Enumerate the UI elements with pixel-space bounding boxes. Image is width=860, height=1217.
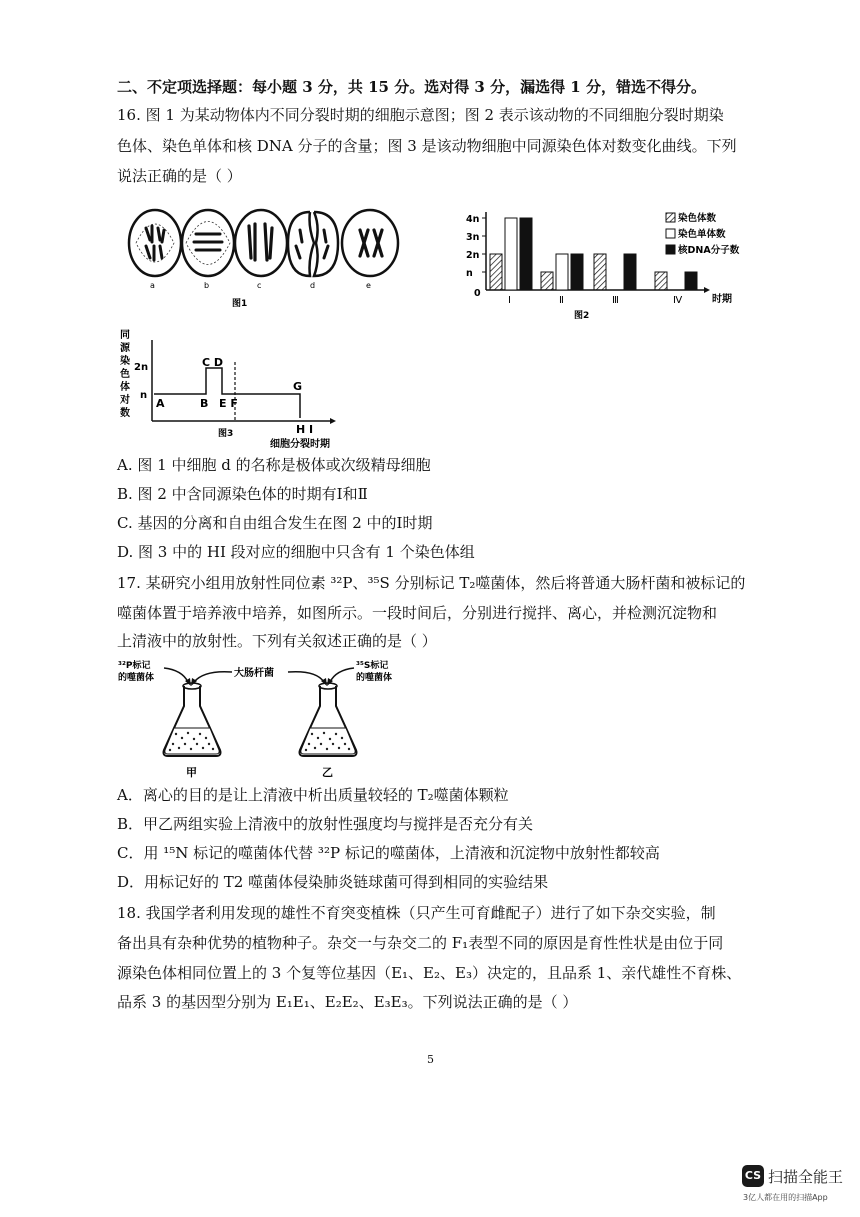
q18-stem-line1: 18. 我国学者利用发现的雄性不育突变植株（只产生可育雌配子）进行了如下杂交实验，制 (117, 904, 716, 922)
y-tick-label: 4n (466, 214, 480, 225)
point-B: B (200, 397, 209, 410)
bar-chromosome (594, 254, 606, 290)
y-tick-label: 2n (466, 250, 480, 261)
y-tick-label: n (466, 268, 473, 279)
legend-label-chromatid: 染色单体数 (678, 229, 726, 240)
bar-chromosome (541, 272, 553, 290)
q17-stem-line2: 噬菌体置于培养液中培养，如图所示。一段时间后，分别进行搅拌、离心，并检测沉淀物和 (117, 604, 718, 622)
homolog-pair-curve (154, 368, 303, 418)
legend-label-chromosome: 染色体数 (678, 213, 717, 224)
q16-stem-line2: 色体、染色单体和核 DNA 分子的含量；图 3 是该动物细胞中同源染色体对数变化曲线。下列 (117, 137, 737, 155)
point-G: G (293, 380, 303, 393)
figure-1-caption: 图1 (232, 299, 248, 309)
figure-3-x-label: 细胞分裂时期 (270, 439, 330, 450)
bar-chromatid (556, 254, 568, 290)
q18-stem-line4: 品系 3 的基因型分别为 E₁E₁、E₂E₂、E₃E₃。下列说法正确的是（ ） (117, 993, 578, 1011)
figure-2-legend (666, 212, 740, 256)
q17-stem-line1: 17. 某研究小组用放射性同位素 ³²P、³⁵S 分别标记 T₂噬菌体，然后将普通大肠杆菌和被标记的 (117, 574, 746, 592)
point-A: A (156, 397, 165, 410)
x-category-label: Ⅳ (673, 295, 683, 306)
figure-1-cells (124, 200, 414, 312)
x-category-label: Ⅲ (612, 295, 619, 306)
cell-d (288, 212, 338, 276)
cell-e (342, 210, 398, 276)
x-category-label: Ⅰ (508, 295, 511, 306)
q17-option-c: C．用 ¹⁵N 标记的噬菌体代替 ³²P 标记的噬菌体，上清液和沉淀物中放射性都较高 (117, 844, 660, 862)
y-tick-2n: 2n (134, 362, 149, 373)
cell-label-e: e (366, 281, 371, 290)
q16-option-d: D. 图 3 中的 HI 段对应的细胞中只含有 1 个染色体组 (117, 543, 475, 561)
bar-dna (685, 272, 697, 290)
y-tick-n: n (140, 390, 148, 401)
flask-yi (300, 683, 357, 756)
cell-label-b: b (204, 281, 210, 290)
bar-dna (624, 254, 636, 290)
x-category-label: Ⅱ (559, 295, 564, 306)
cell-label-a: a (150, 281, 155, 290)
figure-2-caption: 图2 (574, 311, 590, 321)
watermark-name: 扫描全能王 (768, 1168, 844, 1186)
q18-stem-line3: 源染色体相同位置上的 3 个复等位基因（E₁、E₂、E₃）决定的，且品系 1、亲代雄性不育株、 (117, 964, 742, 982)
y-label-char-6: 对 (120, 395, 130, 406)
label-32p-line1: ³²P标记 (118, 661, 151, 671)
q17-stem-line3: 上清液中的放射性。下列有关叙述正确的是（ ） (117, 632, 437, 650)
flask-jia (164, 683, 221, 756)
legend-swatch-chromosome (666, 213, 675, 222)
watermark-tagline: 3亿人都在用的扫描App (743, 1193, 828, 1202)
q16-option-c: C. 基因的分离和自由组合发生在图 2 中的Ⅰ时期 (117, 514, 433, 532)
figure-2-x-label: 时期 (712, 294, 732, 305)
y-label-char-7: 数 (120, 408, 130, 419)
point-EF: E F (219, 397, 238, 410)
q16-stem-line3: 说法正确的是（ ） (117, 167, 242, 185)
page-number: 5 (427, 1053, 434, 1066)
y-tick-label: 3n (466, 232, 480, 243)
q17-option-d: D．用标记好的 T2 噬菌体侵染肺炎链球菌可得到相同的实验结果 (117, 873, 549, 891)
flask-label-jia: 甲 (186, 766, 197, 779)
legend-label-dna: 核DNA分子数 (678, 245, 740, 256)
flask-label-yi: 乙 (322, 766, 333, 779)
y-label-char-3: 染 (120, 356, 130, 367)
label-35s-line1: ³⁵S标记 (356, 661, 389, 671)
cell-label-d: d (310, 281, 316, 290)
point-CD: C D (202, 356, 224, 369)
bar-chromosome (490, 254, 502, 290)
cell-b (182, 210, 234, 276)
y-label-char-2: 源 (120, 343, 130, 354)
q17-flask-figure (118, 656, 418, 780)
bar-chromatid (505, 218, 517, 290)
y-label-char-1: 同 (120, 330, 130, 341)
q17-option-a: A．离心的目的是让上清液中析出质量较轻的 T₂噬菌体颗粒 (117, 786, 509, 804)
q16-option-b: B. 图 2 中含同源染色体的时期有Ⅰ和Ⅱ (117, 485, 368, 503)
q17-option-b: B．甲乙两组实验上清液中的放射性强度均与搅拌是否充分有关 (117, 815, 534, 833)
bar-dna (571, 254, 583, 290)
cell-c (235, 210, 287, 276)
bar-dna (520, 218, 532, 290)
label-35s-line2: 的噬菌体 (356, 673, 393, 683)
legend-swatch-dna (666, 245, 675, 254)
point-HI: H I (296, 423, 314, 436)
figure-2-bar-chart (448, 200, 768, 324)
cell-label-c: c (257, 281, 262, 290)
x-axis-arrow (704, 287, 710, 293)
q18-stem-line2: 备出具有杂种优势的植物种子。杂交一与杂交二的 F₁表型不同的原因是育性性状是由位于同 (117, 934, 724, 952)
bar-chromosome (655, 272, 667, 290)
figure-3-caption: 图3 (218, 429, 234, 439)
q16-option-a: A. 图 1 中细胞 d 的名称是极体或次级精母细胞 (117, 456, 431, 474)
camscanner-logo-icon: CS (742, 1165, 764, 1187)
y-label-char-4: 色 (120, 369, 130, 380)
figure-3-curve (118, 326, 368, 452)
label-32p-line2: 的噬菌体 (118, 673, 155, 683)
section-header: 二、不定项选择题：每小题 3 分，共 15 分。选对得 3 分，漏选得 1 分，错选不得分。 (117, 78, 706, 96)
label-ecoli: 大肠杆菌 (234, 668, 274, 679)
y-tick-label: 0 (474, 288, 481, 299)
q16-stem-line1: 16. 图 1 为某动物体内不同分裂时期的细胞示意图；图 2 表示该动物的不同细胞分裂时期染 (117, 106, 724, 124)
cell-a (129, 210, 181, 276)
legend-swatch-chromatid (666, 229, 675, 238)
x-axis-arrow (330, 418, 336, 424)
y-label-char-5: 体 (120, 382, 130, 393)
